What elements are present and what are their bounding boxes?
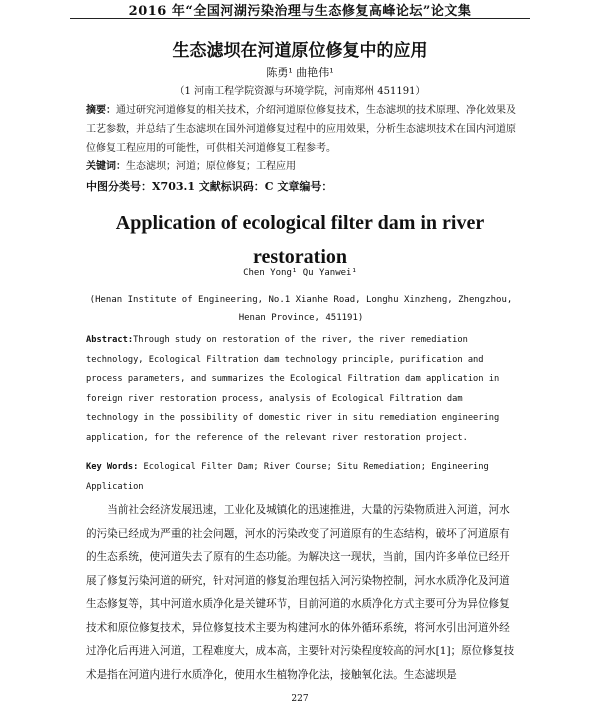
authors-en: Chen Yong¹ Qu Yanwei¹: [243, 268, 357, 278]
keywords-cn: [86, 157, 516, 176]
running-header: 2016 年“全国河湖污染治理与生态修复高峰论坛”论文集: [128, 4, 472, 19]
abstract-cn: [86, 101, 516, 158]
keywords-en: [86, 458, 516, 497]
page-number: 227: [291, 694, 309, 704]
abstract-cn-text: 通过研究河道修复的相关技术，介绍河道原位修复技术，生态滤坝的技术原理、净化效果及工艺参数，并总结了生态滤坝在国外河道修复过程中的应用效果，分析生态滤坝技术在国内河道原位修复工程应用的可能性，可供相关河道修复工程参考。: [86, 105, 516, 154]
keywords-en-text: Ecological Filter Dam; River Course; Situ Remediation; Engineering Application: [86, 462, 489, 492]
header-rule: [70, 18, 530, 19]
authors-cn: 陈勇¹ 曲艳伟¹: [266, 66, 334, 79]
abstract-cn-label: 摘要：: [86, 105, 116, 116]
body-paragraph: 当前社会经济发展迅速，工业化及城镇化的迅速推进，大量的污染物质进入河道，河水的污染已经成为严重的社会问题，河水的污染改变了河道原有的生态结构，破坏了河道原有的生态系统，使河道失去了原有的生态功能。为解决这一现状，当前，国内许多单位已经开展了修复污染河道的研究，针对河道的修复治理包括入河污染物控制，河水水质净化及河道生态修复等，其中河道水质净化是关键环节，目前河道的水质净化方式主要可分为异位修复技术和原位修复技术，异位修复技术主要为构建河水的体外循环系统，将河水引出河道外经过净化后再进入河道，工程难度大，成本高，主要针对污染程度较高的河水[1]；原位修复技术是指在河道内进行水质净化，使用水生植物净化法，接触氧化法。生态滤坝是: [86, 504, 515, 681]
affiliation-cn: （1 河南工程学院资源与环境学院，河南郑州 451191）: [174, 86, 426, 97]
keywords-en-label: Key Words:: [86, 462, 139, 472]
abstract-en-label: Abstract:: [86, 335, 134, 345]
abstract-en-text: Through study on restoration of the river, the river remediation technology, Ecological Filtration dam technology principle, purification and process parameters, and summarizes the Ecological Filtration dam application in foreign river restoration process, analysis of Ecological Filtration dam technology in the possibility of domestic river in situ remediation engineering application, for the reference of the relevant river restoration project.: [86, 335, 500, 443]
affiliation-en: (Henan Institute of Engineering, No.1 Xianhe Road, Longhu Xinzheng, Zhengzhou, Henan Province, 451191): [89, 295, 513, 323]
abstract-en: [86, 331, 516, 448]
keywords-cn-label: 关键词：: [86, 161, 126, 172]
title-cn: 生态滤坝在河道原位修复中的应用: [172, 41, 428, 61]
classification-line: 中图分类号：X703.1 文献标识码：C 文章编号：: [86, 180, 333, 193]
keywords-cn-text: 生态滤坝；河道；原位修复；工程应用: [126, 161, 296, 172]
title-en: Application of ecological filter dam in river restoration: [115, 212, 485, 268]
